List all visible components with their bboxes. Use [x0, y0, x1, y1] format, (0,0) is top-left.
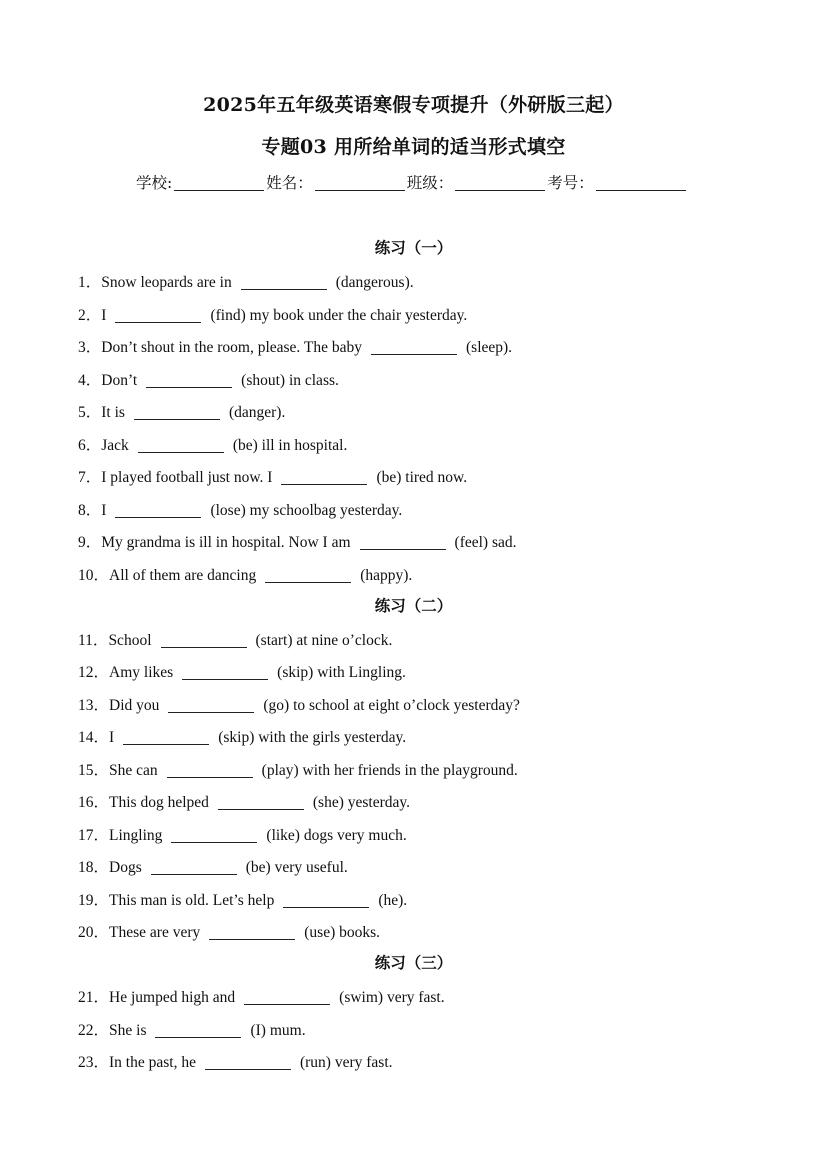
- question-hint: (be) very useful.: [245, 859, 348, 876]
- section-heading-2: 练习（二）: [374, 596, 453, 615]
- answer-blank[interactable]: [265, 568, 351, 583]
- question-item: [78, 1018, 306, 1040]
- question-number: 13．: [78, 697, 110, 714]
- student-info-line: [136, 171, 688, 193]
- class-label: 班级：: [406, 174, 454, 192]
- question-item: [78, 920, 380, 942]
- answer-blank[interactable]: [115, 308, 201, 323]
- question-text: Jack: [101, 437, 129, 454]
- question-hint: (sleep).: [466, 339, 513, 356]
- question-item: [78, 693, 520, 715]
- section-heading-1: 练习（一）: [374, 238, 453, 257]
- question-hint: (use) books.: [304, 924, 381, 941]
- answer-blank[interactable]: [146, 373, 232, 388]
- question-hint: (like) dogs very much.: [266, 827, 407, 844]
- question-item: [78, 1050, 393, 1072]
- question-number: 17．: [78, 827, 110, 844]
- question-text: In the past, he: [109, 1054, 196, 1071]
- question-item: [78, 855, 348, 877]
- question-number: 9．: [78, 534, 102, 551]
- answer-blank[interactable]: [241, 275, 327, 290]
- answer-blank[interactable]: [171, 828, 257, 843]
- question-number: 14．: [78, 729, 110, 746]
- answer-blank[interactable]: [244, 990, 330, 1005]
- question-number: 8．: [78, 502, 102, 519]
- question-hint: (I) mum.: [250, 1022, 306, 1039]
- question-hint: (be) tired now.: [376, 469, 468, 486]
- question-hint: (run) very fast.: [299, 1054, 393, 1071]
- question-hint: (skip) with Lingling.: [277, 664, 406, 681]
- answer-blank[interactable]: [167, 763, 253, 778]
- question-text: School: [108, 632, 152, 649]
- question-number: 2．: [78, 307, 102, 324]
- question-item: [78, 433, 347, 455]
- school-label: 学校:: [136, 174, 173, 192]
- question-text: Did you: [109, 697, 160, 714]
- question-number: 5．: [78, 404, 102, 421]
- question-text: She is: [109, 1022, 147, 1039]
- question-item: [78, 823, 407, 845]
- document-title: 2025年五年级英语寒假专项提升（外研版三起）: [203, 94, 624, 116]
- question-number: 11．: [78, 632, 109, 649]
- question-item: [78, 530, 517, 552]
- question-item: [78, 368, 339, 390]
- question-hint: (happy).: [360, 567, 413, 584]
- answer-blank[interactable]: [151, 860, 237, 875]
- exam-no-label: 考号：: [547, 174, 594, 192]
- question-text: All of them are dancing: [109, 567, 257, 584]
- question-number: 21．: [78, 989, 110, 1006]
- question-item: [78, 563, 412, 585]
- answer-blank[interactable]: [218, 795, 304, 810]
- answer-blank[interactable]: [360, 535, 446, 550]
- question-number: 3．: [78, 339, 102, 356]
- question-item: [78, 790, 410, 812]
- question-number: 10．: [78, 567, 110, 584]
- answer-blank[interactable]: [205, 1055, 291, 1070]
- question-hint: (play) with her friends in the playground.: [261, 762, 518, 779]
- question-text: Don’t: [101, 372, 138, 389]
- question-number: 18．: [78, 859, 110, 876]
- question-text: Amy likes: [109, 664, 174, 681]
- answer-blank[interactable]: [155, 1023, 241, 1038]
- school-blank[interactable]: [174, 175, 264, 191]
- answer-blank[interactable]: [209, 925, 295, 940]
- question-hint: (be) ill in hospital.: [232, 437, 348, 454]
- question-text: This dog helped: [109, 794, 209, 811]
- answer-blank[interactable]: [371, 340, 457, 355]
- answer-blank[interactable]: [281, 470, 367, 485]
- question-hint: (go) to school at eight o’clock yesterday?: [263, 697, 520, 714]
- question-hint: (feel) sad.: [454, 534, 517, 551]
- question-hint: (she) yesterday.: [312, 794, 411, 811]
- question-hint: (find) my book under the chair yesterday.: [210, 307, 468, 324]
- question-hint: (swim) very fast.: [339, 989, 445, 1006]
- question-number: 16．: [78, 794, 110, 811]
- question-hint: (dangerous).: [335, 274, 414, 291]
- answer-blank[interactable]: [182, 665, 268, 680]
- question-item: [78, 400, 285, 422]
- answer-blank[interactable]: [161, 633, 247, 648]
- name-blank[interactable]: [315, 175, 405, 191]
- question-number: 1．: [78, 274, 102, 291]
- question-text: I: [109, 729, 115, 746]
- question-text: It is: [101, 404, 125, 421]
- answer-blank[interactable]: [283, 893, 369, 908]
- answer-blank[interactable]: [134, 405, 220, 420]
- question-text: I: [101, 502, 107, 519]
- question-number: 6．: [78, 437, 102, 454]
- question-number: 15．: [78, 762, 110, 779]
- question-text: Don’t shout in the room, please. The baby: [101, 339, 362, 356]
- question-item: [78, 498, 402, 520]
- question-item: [78, 725, 406, 747]
- question-text: She can: [109, 762, 158, 779]
- question-hint: (start) at nine o’clock.: [255, 632, 393, 649]
- document-subtitle: 专题03 用所给单词的适当形式填空: [261, 136, 566, 158]
- answer-blank[interactable]: [115, 503, 201, 518]
- question-item: [78, 758, 518, 780]
- question-item: [78, 660, 406, 682]
- question-item: [78, 888, 407, 910]
- question-text: He jumped high and: [109, 989, 236, 1006]
- answer-blank[interactable]: [138, 438, 224, 453]
- question-number: 7．: [78, 469, 102, 486]
- question-item: [78, 303, 467, 325]
- question-text: I played football just now. I: [101, 469, 273, 486]
- question-text: I: [101, 307, 107, 324]
- question-text: Snow leopards are in: [101, 274, 232, 291]
- question-text: My grandma is ill in hospital. Now I am: [101, 534, 351, 551]
- question-hint: (danger).: [228, 404, 286, 421]
- question-hint: (lose) my schoolbag yesterday.: [210, 502, 403, 519]
- question-number: 12．: [78, 664, 110, 681]
- question-item: [78, 270, 414, 292]
- exam-no-blank[interactable]: [596, 175, 686, 191]
- question-item: [78, 985, 445, 1007]
- question-number: 23．: [78, 1054, 110, 1071]
- question-text: Lingling: [109, 827, 163, 844]
- answer-blank[interactable]: [168, 698, 254, 713]
- section-heading-3: 练习（三）: [374, 953, 453, 972]
- question-text: This man is old. Let’s help: [109, 892, 275, 909]
- question-number: 20．: [78, 924, 110, 941]
- question-number: 4．: [78, 372, 102, 389]
- question-hint: (shout) in class.: [241, 372, 339, 389]
- answer-blank[interactable]: [123, 730, 209, 745]
- question-hint: (he).: [378, 892, 408, 909]
- question-text: These are very: [109, 924, 201, 941]
- question-text: Dogs: [109, 859, 142, 876]
- class-blank[interactable]: [455, 175, 545, 191]
- question-item: [78, 335, 512, 357]
- name-label: 姓名：: [266, 174, 313, 192]
- question-number: 19．: [78, 892, 110, 909]
- question-number: 22．: [78, 1022, 110, 1039]
- question-item: [78, 465, 467, 487]
- question-hint: (skip) with the girls yesterday.: [218, 729, 407, 746]
- question-item: [78, 628, 392, 650]
